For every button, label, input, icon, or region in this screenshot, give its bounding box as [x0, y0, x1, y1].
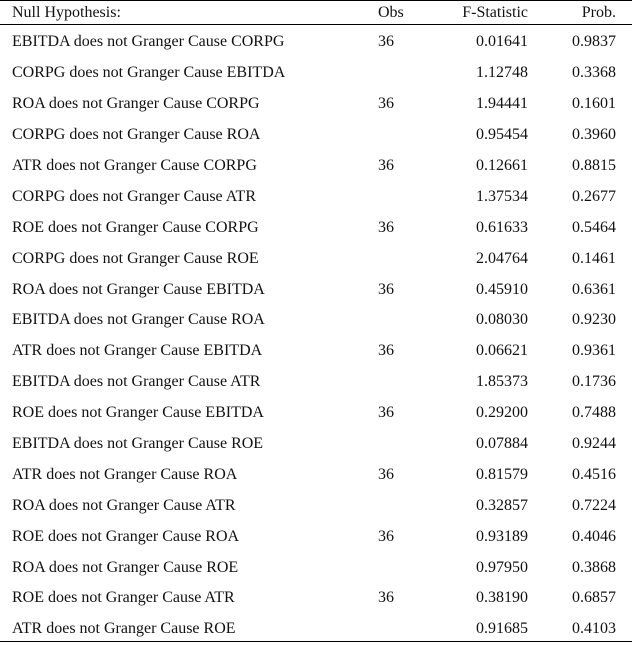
cell-null-hypothesis: EBITDA does not Granger Cause ROE	[12, 435, 264, 453]
cell-f-statistic: 0.38190	[476, 589, 528, 607]
cell-prob: 0.2677	[572, 187, 616, 205]
cell-obs	[378, 614, 418, 645]
cell-obs	[378, 305, 418, 336]
cell-null-hypothesis: CORPG does not Granger Cause EBITDA	[12, 64, 286, 82]
cell-prob: 0.3960	[572, 126, 616, 144]
cell-null-hypothesis: EBITDA does not Granger Cause ROA	[12, 311, 265, 329]
table-row	[0, 58, 632, 89]
table-row	[0, 367, 632, 398]
table-row	[0, 120, 632, 151]
cell-null-hypothesis: ROA does not Granger Cause CORPG	[12, 95, 260, 113]
cell-prob: 0.9361	[572, 342, 616, 360]
table-row	[0, 305, 632, 336]
cell-obs	[378, 243, 418, 274]
cell-prob: 0.9230	[572, 311, 616, 329]
cell-obs: 36	[378, 280, 394, 298]
cell-prob: 0.9244	[572, 435, 616, 453]
cell-f-statistic: 0.32857	[476, 496, 528, 514]
cell-prob: 0.1461	[572, 249, 616, 267]
cell-f-statistic: 0.29200	[476, 404, 528, 422]
cell-f-statistic: 0.91685	[476, 620, 528, 638]
cell-obs: 36	[378, 218, 394, 236]
cell-f-statistic: 1.12748	[476, 64, 528, 82]
table-row	[0, 25, 632, 58]
cell-f-statistic: 1.37534	[476, 187, 528, 205]
cell-null-hypothesis: ATR does not Granger Cause ROE	[12, 620, 236, 638]
table-row	[0, 552, 632, 583]
cell-prob: 0.6857	[572, 589, 616, 607]
table-row	[0, 336, 632, 367]
cell-null-hypothesis: CORPG does not Granger Cause ROA	[12, 126, 261, 144]
table-row	[0, 212, 632, 243]
header-f-statistic: F-Statistic	[462, 4, 528, 21]
table-row	[0, 274, 632, 305]
table-row	[0, 89, 632, 120]
cell-obs: 36	[378, 404, 394, 422]
cell-obs: 36	[378, 342, 394, 360]
cell-obs	[378, 120, 418, 151]
cell-null-hypothesis: CORPG does not Granger Cause ROE	[12, 249, 259, 267]
table-row	[0, 181, 632, 212]
cell-null-hypothesis: ROA does not Granger Cause ATR	[12, 496, 236, 514]
cell-f-statistic: 0.93189	[476, 527, 528, 545]
table-header-row	[0, 0, 632, 25]
cell-obs: 36	[378, 465, 394, 483]
cell-obs	[378, 181, 418, 212]
cell-null-hypothesis: ROE does not Granger Cause EBITDA	[12, 404, 264, 422]
table-row	[0, 243, 632, 274]
cell-obs: 36	[378, 95, 394, 113]
cell-f-statistic: 0.95454	[476, 126, 528, 144]
cell-prob: 0.9837	[572, 33, 616, 51]
cell-f-statistic: 0.08030	[476, 311, 528, 329]
header-prob: Prob.	[581, 4, 616, 21]
cell-f-statistic: 0.61633	[476, 218, 528, 236]
cell-f-statistic: 1.94441	[476, 95, 528, 113]
cell-f-statistic: 0.06621	[476, 342, 528, 360]
cell-null-hypothesis: EBITDA does not Granger Cause ATR	[12, 373, 261, 391]
header-null-hypothesis: Null Hypothesis:	[12, 4, 121, 21]
header-obs: Obs	[378, 4, 404, 21]
table-row	[0, 583, 632, 614]
cell-prob: 0.4103	[572, 620, 616, 638]
cell-null-hypothesis: ROE does not Granger Cause ROA	[12, 527, 240, 545]
cell-obs: 36	[378, 589, 394, 607]
cell-obs	[378, 429, 418, 460]
cell-prob: 0.1736	[572, 373, 616, 391]
cell-obs: 36	[378, 527, 394, 545]
cell-f-statistic: 2.04764	[476, 249, 528, 267]
cell-f-statistic: 0.01641	[476, 33, 528, 51]
table-row	[0, 151, 632, 182]
cell-null-hypothesis: ATR does not Granger Cause CORPG	[12, 157, 257, 174]
cell-prob: 0.4516	[572, 465, 616, 483]
table-row	[0, 429, 632, 460]
cell-null-hypothesis: ROA does not Granger Cause ROE	[12, 558, 239, 576]
cell-obs	[378, 58, 418, 89]
cell-prob: 0.3368	[572, 64, 616, 82]
cell-obs: 36	[378, 157, 394, 174]
table-body	[0, 25, 632, 645]
cell-null-hypothesis: EBITDA does not Granger Cause CORPG	[12, 33, 285, 51]
cell-prob: 0.7224	[572, 496, 616, 514]
cell-null-hypothesis: ROE does not Granger Cause CORPG	[12, 218, 259, 236]
cell-prob: 0.8815	[572, 157, 616, 174]
table-row	[0, 490, 632, 521]
cell-null-hypothesis: ROA does not Granger Cause EBITDA	[12, 280, 265, 298]
cell-prob: 0.7488	[572, 404, 616, 422]
cell-f-statistic: 0.07884	[476, 435, 528, 453]
cell-obs	[378, 367, 418, 398]
table-row	[0, 398, 632, 429]
cell-prob: 0.1601	[572, 95, 616, 113]
cell-f-statistic: 0.81579	[476, 465, 528, 483]
cell-prob: 0.5464	[572, 218, 616, 236]
cell-f-statistic: 0.97950	[476, 558, 528, 576]
cell-null-hypothesis: ROE does not Granger Cause ATR	[12, 589, 235, 607]
cell-prob: 0.6361	[572, 280, 616, 298]
cell-obs	[378, 552, 418, 583]
cell-f-statistic: 0.45910	[476, 280, 528, 298]
cell-prob: 0.3868	[572, 558, 616, 576]
table-row	[0, 521, 632, 552]
cell-null-hypothesis: ATR does not Granger Cause ROA	[12, 465, 238, 483]
cell-obs	[378, 490, 418, 521]
cell-f-statistic: 0.12661	[476, 157, 528, 174]
cell-null-hypothesis: ATR does not Granger Cause EBITDA	[12, 342, 263, 360]
cell-obs: 36	[378, 33, 394, 51]
table-row	[0, 459, 632, 490]
cell-null-hypothesis: CORPG does not Granger Cause ATR	[12, 187, 256, 205]
cell-prob: 0.4046	[572, 527, 616, 545]
table-row	[0, 614, 632, 645]
cell-f-statistic: 1.85373	[476, 373, 528, 391]
